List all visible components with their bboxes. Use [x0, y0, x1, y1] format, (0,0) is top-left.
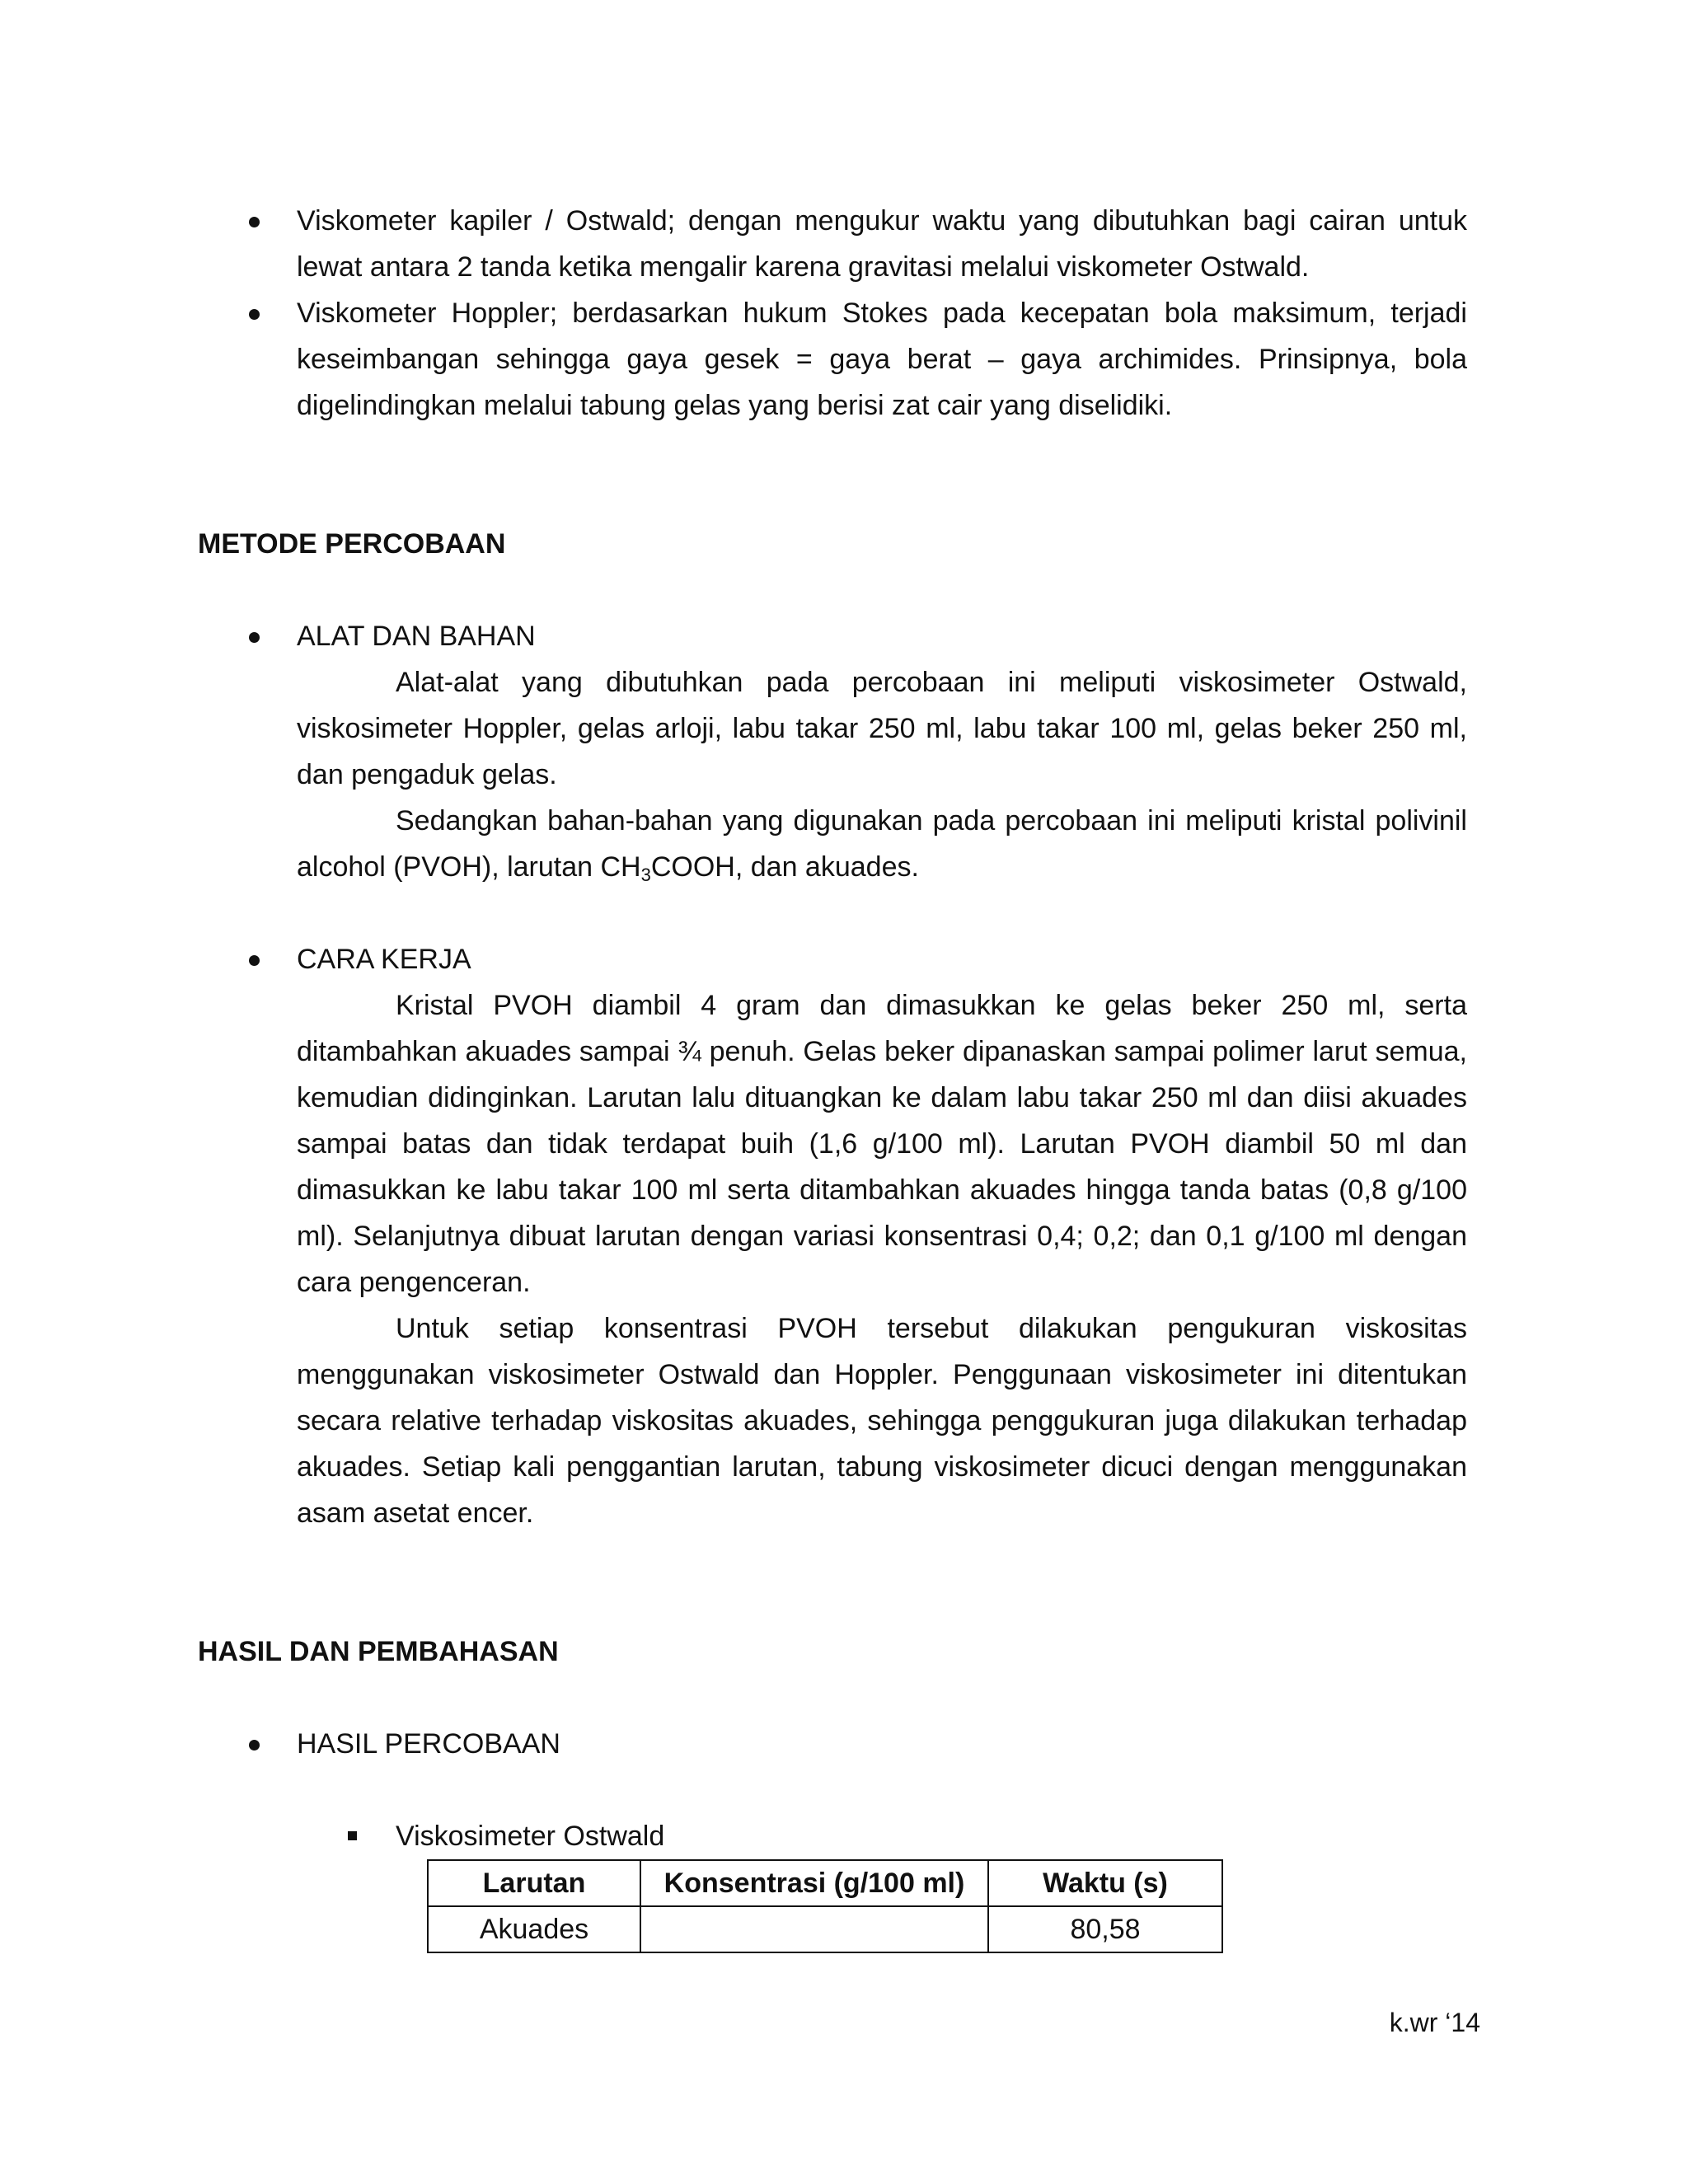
table-cell: Akuades — [428, 1906, 640, 1952]
bullet-icon — [249, 632, 260, 643]
bullet-icon — [249, 217, 260, 227]
bullet-icon — [249, 1740, 260, 1750]
paragraph-alat: Alat-alat yang dibutuhkan pada percobaan ini meliputi viskosimeter Ostwald, viskosimeter Hoppler, gelas arloji, labu takar 250 ml, labu takar 100 ml, gelas beker 250 ml, dan pengaduk gelas. — [297, 667, 1467, 790]
bullet-label: CARA KERJA — [297, 944, 471, 975]
bullet-text: Viskometer Hoppler; berdasarkan hukum Stokes pada kecepatan bola maksimum, terjadi keseimbangan sehingga gaya gesek = gaya berat – gaya archimides. Prinsipnya, bola digelindingkan melalui tabung gelas yang berisi zat cair yang diselidiki. — [297, 298, 1467, 421]
sub-bullet-label: Viskosimeter Ostwald — [396, 1821, 665, 1852]
bullet-label: ALAT DAN BAHAN — [297, 621, 536, 652]
table-header-cell: Larutan — [428, 1860, 640, 1906]
ostwald-table — [427, 1859, 1223, 1953]
bullet-ostwald — [198, 198, 1467, 290]
bullet-cara-kerja — [198, 936, 1467, 1536]
table-header-cell: Waktu (s) — [988, 1860, 1222, 1906]
table-row — [428, 1906, 1222, 1952]
bullet-label: HASIL PERCOBAAN — [297, 1728, 560, 1760]
paragraph-bahan — [297, 798, 1467, 890]
subscript-three: 3 — [640, 865, 651, 885]
intro-bullet-list — [198, 198, 1467, 429]
square-bullet-icon — [348, 1831, 357, 1840]
heading-metode-percobaan: METODE PERCOBAAN — [198, 528, 506, 560]
page-content — [198, 198, 1467, 1945]
bullet-icon — [249, 955, 260, 966]
paragraph-bahan-part2: COOH, dan akuades. — [650, 851, 919, 883]
table-cell: 80,58 — [988, 1906, 1222, 1952]
bullet-hoppler — [198, 290, 1467, 429]
bullet-alat-dan-bahan — [198, 613, 1467, 890]
table-header-row — [428, 1860, 1222, 1906]
paragraph-cara-kerja-2: Untuk setiap konsentrasi PVOH tersebut dilakukan pengukuran viskositas menggunakan viskosimeter Ostwald dan Hoppler. Penggunaan viskosimeter ini ditentukan secara relative terhadap viskositas akuades, sehingga penggukuran juga dilakukan terhadap akuades. Setiap kali penggantian larutan, tabung viskosimeter dicuci dengan menggunakan asam asetat encer. — [297, 1313, 1467, 1529]
table-header-cell: Konsentrasi (g/100 ml) — [640, 1860, 988, 1906]
heading-hasil-dan-pembahasan: HASIL DAN PEMBAHASAN — [198, 1636, 559, 1667]
paragraph-cara-kerja-1: Kristal PVOH diambil 4 gram dan dimasukkan ke gelas beker 250 ml, serta ditambahkan akuades sampai ¾ penuh. Gelas beker dipanaskan sampai polimer larut semua, kemudian didinginkan. Larutan lalu dituangkan ke dalam labu takar 250 ml dan diisi akuades sampai batas dan tidak terdapat buih (1,6 g/100 ml). Larutan PVOH diambil 50 ml dan dimasukkan ke labu takar 100 ml serta ditambahkan akuades hingga tanda batas (0,8 g/100 ml). Selanjutnya dibuat larutan dengan variasi konsentrasi 0,4; 0,2; dan 0,1 g/100 ml dengan cara pengenceran. — [297, 990, 1467, 1298]
sub-bullet-viskosimeter-ostwald — [198, 1813, 1467, 1859]
bullet-hasil-percobaan — [198, 1721, 1467, 1767]
bullet-icon — [249, 309, 260, 320]
bullet-text: Viskometer kapiler / Ostwald; dengan mengukur waktu yang dibutuhkan bagi cairan untuk lewat antara 2 tanda ketika mengalir karena gravitasi melalui viskometer Ostwald. — [297, 205, 1467, 283]
table-cell — [640, 1906, 988, 1952]
paragraph-bahan-part1: Sedangkan bahan-bahan yang digunakan pada percobaan ini meliputi kristal polivinil alcohol (PVOH), larutan CH — [297, 805, 1467, 883]
page-footer: k.wr ‘14 — [1389, 2008, 1480, 2037]
